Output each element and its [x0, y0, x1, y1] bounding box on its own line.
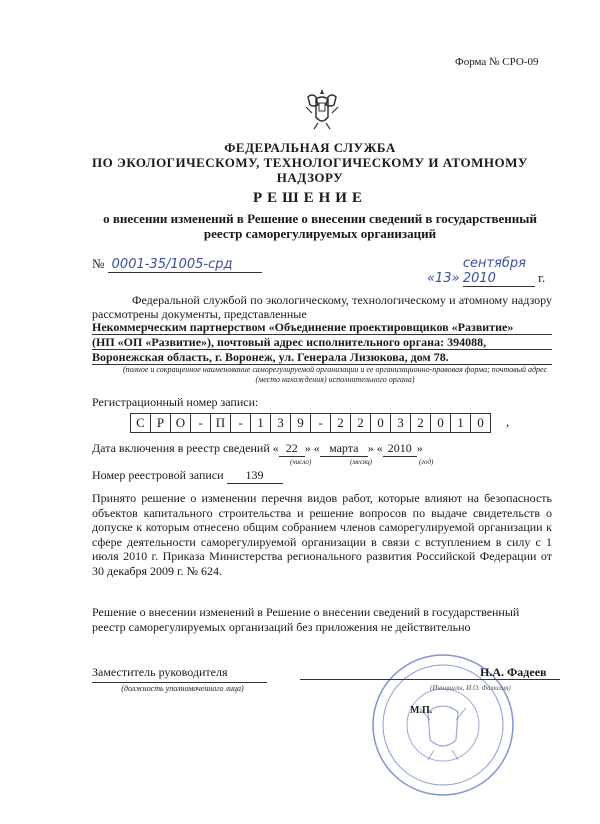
registration-char-box: - [230, 413, 251, 433]
organization-line-3: Воронежская область, г. Воронеж, ул. Генерала Лизюкова, дом 78. [92, 350, 552, 365]
signer-name-caption: (Инициалы, И.О. Фамилия) [430, 684, 511, 692]
registration-number-boxes [131, 413, 491, 433]
agency-line-1: ФЕДЕРАЛЬНАЯ СЛУЖБА [224, 140, 396, 155]
decision-date [427, 256, 545, 287]
registration-char-box: 2 [350, 413, 371, 433]
inclusion-date-row: Дата включения в реестр сведений « 22 » « марта » « 2010 » (число) (месяц) (год) [92, 441, 434, 466]
form-code: Форма № СРО-09 [455, 56, 539, 68]
registration-char-box: 2 [410, 413, 431, 433]
decision-subject [60, 211, 580, 241]
record-number-value: 139 [227, 468, 283, 484]
decision-body-text: Принято решение о изменении перечня видов работ, которые влияют на безопасность объектов капитального строительства и решение вопросов по выдаче свидетельств о допуске к которым отнесено общим собранием членов саморегулируемой организации к сфере деятельности саморегулируемой организации в связи с вступлением в силу с 1 июля 2010 г. Приказа Министерства регионального развития Российской Федерации от 30 декабря 2009 г. № 624. [92, 491, 552, 578]
record-number-label: Номер реестровой записи [92, 468, 224, 482]
registration-char-box: 0 [370, 413, 391, 433]
registration-char-box: - [190, 413, 211, 433]
organization-line-1: Некоммерческим партнерством «Объединение проектировщиков «Развитие» [92, 320, 552, 335]
agency-name [60, 140, 560, 185]
registration-char-box: 3 [390, 413, 411, 433]
registration-comma: , [506, 414, 510, 429]
registration-char-box: Р [150, 413, 171, 433]
inclusion-day: 22 [279, 441, 305, 457]
registration-char-box: 1 [250, 413, 271, 433]
inclusion-month: марта [320, 441, 368, 457]
record-number-row [92, 468, 283, 484]
inclusion-day-caption: (число) [290, 458, 312, 466]
inclusion-year: 2010 [383, 441, 417, 457]
registration-char-box: 3 [270, 413, 291, 433]
organization-caption: (полное и сокращенное наименование саморегулируемой организации и ее организационно-правовая форма; почтовый адрес (место нахождения) исполнительного органа) [122, 365, 548, 384]
organization-block [92, 320, 552, 365]
decision-date-day: «13» [427, 271, 460, 286]
signer-position: Заместитель руководителя [92, 665, 267, 683]
registration-char-box: С [130, 413, 151, 433]
subject-line-2: реестр саморегулируемых организаций [203, 226, 437, 241]
number-prefix: № [92, 256, 105, 271]
inclusion-date-label: Дата включения в реестр сведений [92, 441, 270, 455]
agency-line-3: НАДЗОРУ [276, 170, 344, 185]
signer-name: Н.А. Фадеев [480, 665, 547, 679]
registration-char-box: О [170, 413, 191, 433]
agency-line-2: ПО ЭКОЛОГИЧЕСКОМУ, ТЕХНОЛОГИЧЕСКОМУ И АТОМНОМУ [92, 155, 528, 170]
decision-number-row [92, 256, 572, 286]
organization-line-2: (НП «ОП «Развитие»), почтовый адрес исполнительного органа: 394088, [92, 335, 552, 350]
validity-note: Решение о внесении изменений в Решение о внесении сведений в государственный реестр саморегулируемых организаций без приложения не действительно [92, 605, 520, 634]
registration-char-box: 9 [290, 413, 311, 433]
registration-char-box: - [310, 413, 331, 433]
inclusion-year-caption: (год) [419, 458, 434, 466]
decision-title: РЕШЕНИЕ [253, 190, 367, 206]
registration-char-box: 0 [470, 413, 491, 433]
registration-char-box: 2 [330, 413, 351, 433]
decision-date-month-year: сентября 2010 [463, 256, 535, 287]
registration-char-box: 0 [430, 413, 451, 433]
signer-position-caption: (должность уполномоченного лица) [121, 684, 244, 693]
registration-char-box: 1 [450, 413, 471, 433]
stamp-label: М.П. [410, 705, 433, 716]
registration-label: Регистрационный номер записи: [92, 395, 259, 409]
decision-date-suffix: г. [538, 270, 546, 285]
inclusion-month-caption: (месяц) [350, 458, 373, 466]
registration-char-box: П [210, 413, 231, 433]
decision-number: 0001-35/1005-срд [108, 257, 262, 273]
subject-line-1: о внесении изменений в Решение о внесении сведений в государственный [103, 211, 537, 226]
intro-text: Федеральной службой по экологическому, технологическому и атомному надзору рассмотрены документы, представленные [92, 293, 552, 321]
coat-of-arms-icon [300, 85, 344, 133]
